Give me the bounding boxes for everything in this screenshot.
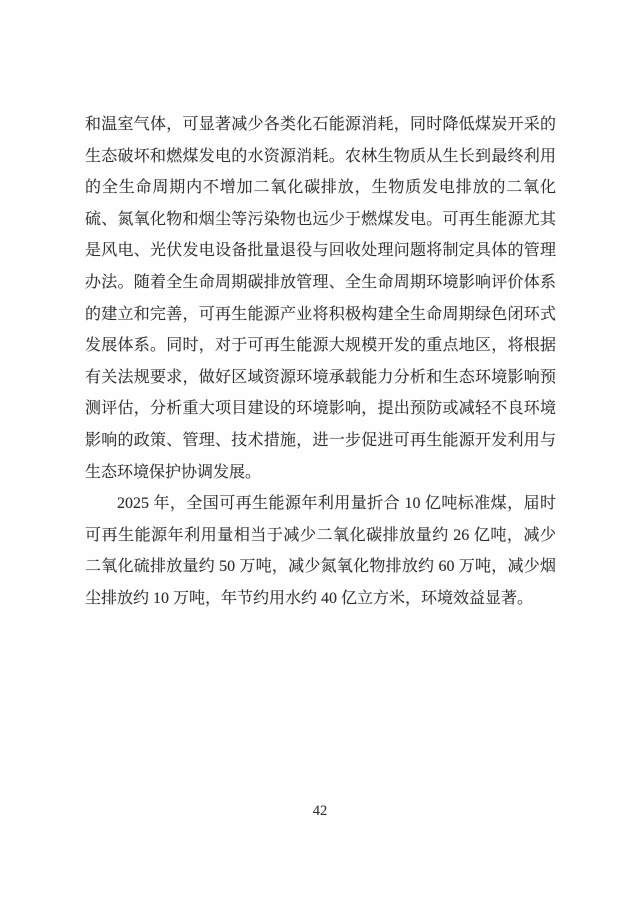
text-line: 测评估，分析重大项目建设的环境影响，提出预防或减轻不良环境 [85,400,556,418]
text-line: 办法。随着全生命周期碳排放管理、全生命周期环境影响评价体系 [85,273,556,291]
text-line: 二氧化硫排放量约 50 万吨，减少氮氧化物排放约 60 万吨，减少烟 [85,558,556,576]
text-line: 是风电、光伏发电设备批量退役与回收处理问题将制定具体的管理 [85,242,556,260]
text-line: 生态环境保护协调发展。 [85,463,262,481]
text-line: 影响的政策、管理、技术措施，进一步促进可再生能源开发利用与 [85,431,556,449]
text-line: 和温室气体，可显著减少各类化石能源消耗，同时降低煤炭开采的 [85,116,556,133]
body-text [85,109,556,615]
page-number: 42 [312,803,328,819]
text-line: 硫、氮氧化物和烟尘等污染物也远少于燃煤发电。可再生能源尤其 [85,210,556,228]
paragraph-1 [85,109,556,488]
text-line: 有关法规要求，做好区域资源环境承载能力分析和生态环境影响预 [85,368,556,386]
paragraph-2 [85,488,556,614]
text-line: 的全生命周期内不增加二氧化碳排放，生物质发电排放的二氧化 [85,179,556,197]
text-line: 尘排放约 10 万吨，年节约用水约 40 亿立方米，环境效益显著。 [85,589,534,607]
text-line: 可再生能源年利用量相当于减少二氧化碳排放量约 26 亿吨，减少 [85,526,556,544]
text-line: 生态破坏和燃煤发电的水资源消耗。农林生物质从生长到最终利用 [85,147,556,165]
text-line: 2025 年，全国可再生能源年利用量折合 10 亿吨标准煤，届时 [117,495,556,513]
text-line: 的建立和完善，可再生能源产业将积极构建全生命周期绿色闭环式 [85,305,556,323]
text-line: 发展体系。同时，对于可再生能源大规模开发的重点地区，将根据 [85,337,556,355]
